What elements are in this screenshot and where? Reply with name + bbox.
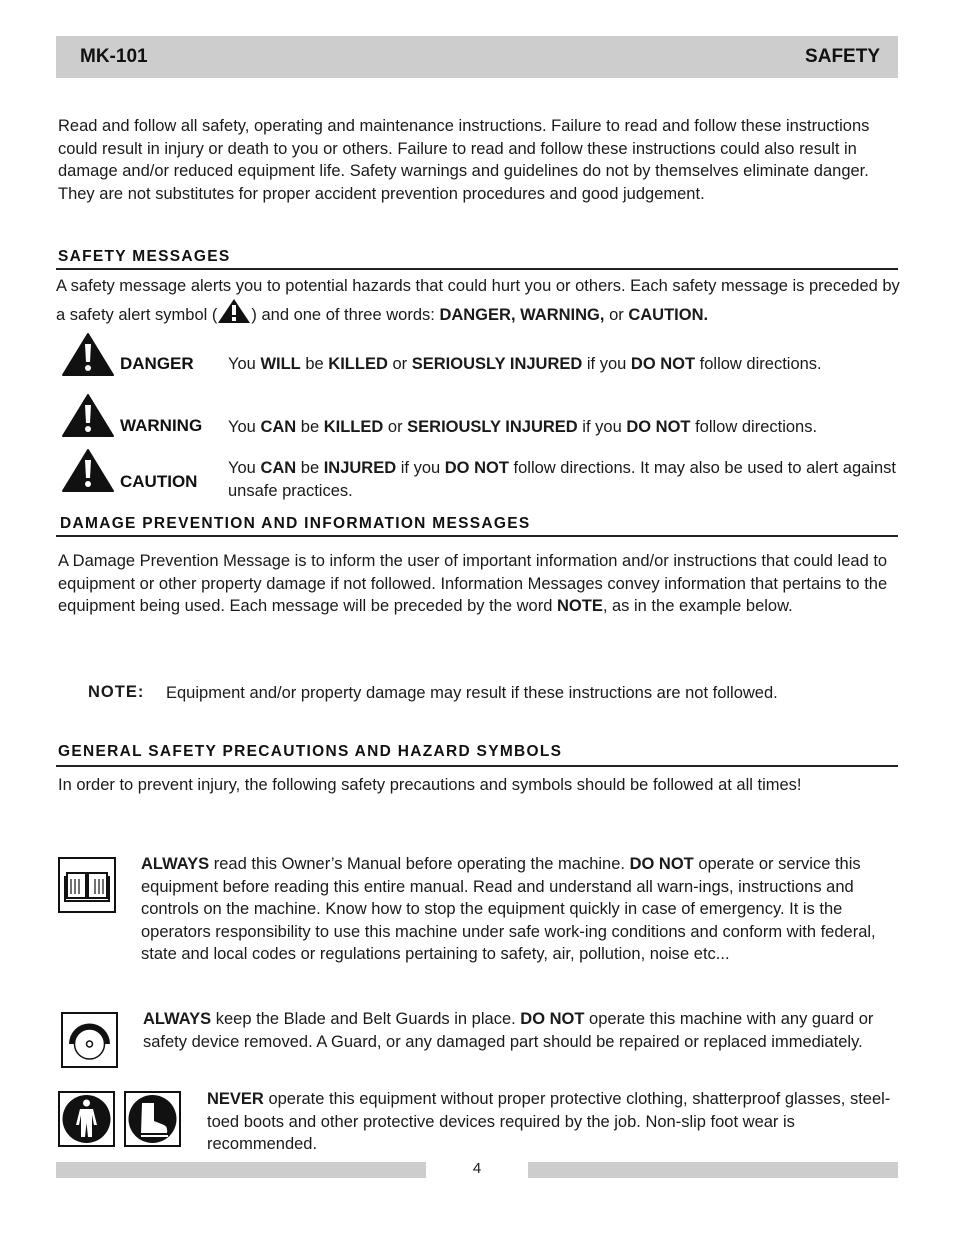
safety-messages-body (56, 275, 908, 326)
safety-alert-icon (217, 298, 251, 324)
warning-alert-icon (62, 393, 114, 439)
section-title: SAFETY (805, 46, 880, 67)
precaution-guards: ALWAYS keep the Blade and Belt Guards in place. DO NOT operate this machine with any guard or safety device removed. A Guard, or any damaged part should be repaired or replaced immediately. (143, 1010, 874, 1051)
footer-bar-right (528, 1162, 898, 1178)
page-header (56, 36, 898, 78)
page-number: 4 (472, 1160, 482, 1177)
signal-word-danger: DANGER, (439, 305, 516, 324)
note-label: NOTE: (88, 683, 145, 701)
precaution-manual: ALWAYS read this Owner’s Manual before operating the machine. DO NOT operate or service this equipment before reading this entire manual. Read and understand all warn-ings, instructions and controls on the machine. Know how to stop the equipment quickly in case of emergency. It is the operators responsibility to use this machine under safe work-ing conditions and conform with federal, state and local codes or regulations pertaining to safety, air, pollution, noise etc... (141, 855, 876, 963)
hazard-level-warning (62, 392, 908, 442)
hazard-label: WARNING (120, 416, 203, 435)
intro-paragraph: Read and follow all safety, operating and maintenance instructions. Failure to read and follow these instructions could result in injury or death to you or others. Failure to read and follow these instructions could also result in damage and/or reduced equipment life. Safety warnings and guidelines do not by themselves eliminate danger. They are not substitutes for proper accident prevention procedures and good judgement. (58, 117, 870, 203)
signal-word-warning: WARNING, (520, 305, 605, 324)
hazard-description: You CAN be KILLED or SERIOUSLY INJURED if you DO NOT follow directions. (228, 418, 818, 436)
section-divider (56, 268, 898, 270)
section-divider (56, 535, 898, 537)
hazard-level-caution (62, 448, 908, 504)
general-safety-heading: GENERAL SAFETY PRECAUTIONS AND HAZARD SYMBOLS (58, 743, 563, 760)
hazard-description: You CAN be INJURED if you DO NOT follow directions. It may also be used to alert against unsafe practices. (228, 459, 896, 500)
blade-guard-icon (61, 1012, 118, 1068)
protective-clothing-icon (58, 1091, 115, 1147)
signal-word-caution: CAUTION. (628, 305, 709, 324)
hazard-label: DANGER (120, 354, 194, 373)
manual-book-icon (58, 857, 116, 913)
hazard-description: You WILL be KILLED or SERIOUSLY INJURED if you DO NOT follow directions. (228, 355, 822, 373)
hazard-label: CAUTION (120, 472, 198, 491)
safety-body-text: A safety message alerts you to potential hazards that could hurt you or others. Each safety message is preceded by a safety alert symbol ( (56, 277, 900, 324)
caution-alert-icon (62, 448, 114, 494)
footer-bar-left (56, 1162, 426, 1178)
section-divider (56, 765, 898, 767)
safety-messages-heading: SAFETY MESSAGES (58, 248, 231, 265)
damage-prevention-heading: DAMAGE PREVENTION AND INFORMATION MESSAGES (60, 515, 531, 532)
precaution-protective-clothing: NEVER operate this equipment without proper protective clothing, shatterproof glasses, steel-toed boots and other protective devices required by the job. Non-slip foot wear is recommended. (207, 1090, 891, 1153)
safety-body-text: ) and one of three words: (251, 305, 435, 324)
damage-prevention-body: A Damage Prevention Message is to inform the user of important information and/or instructions that could lead to equipment or other property damage if not followed. Information Messages convey information that pertains to the equipment being used. Each message will be preceded by the word NOTE, as in the example below. (58, 552, 888, 615)
note-text: Equipment and/or property damage may result if these instructions are not followed. (166, 684, 778, 702)
general-safety-body: In order to prevent injury, the following safety precautions and symbols should be followed at all times! (58, 776, 802, 794)
model-number: MK-101 (80, 46, 148, 67)
safety-boots-icon (124, 1091, 181, 1147)
danger-alert-icon (62, 332, 114, 378)
hazard-level-danger (62, 330, 908, 380)
safety-body-text: or (609, 305, 624, 324)
